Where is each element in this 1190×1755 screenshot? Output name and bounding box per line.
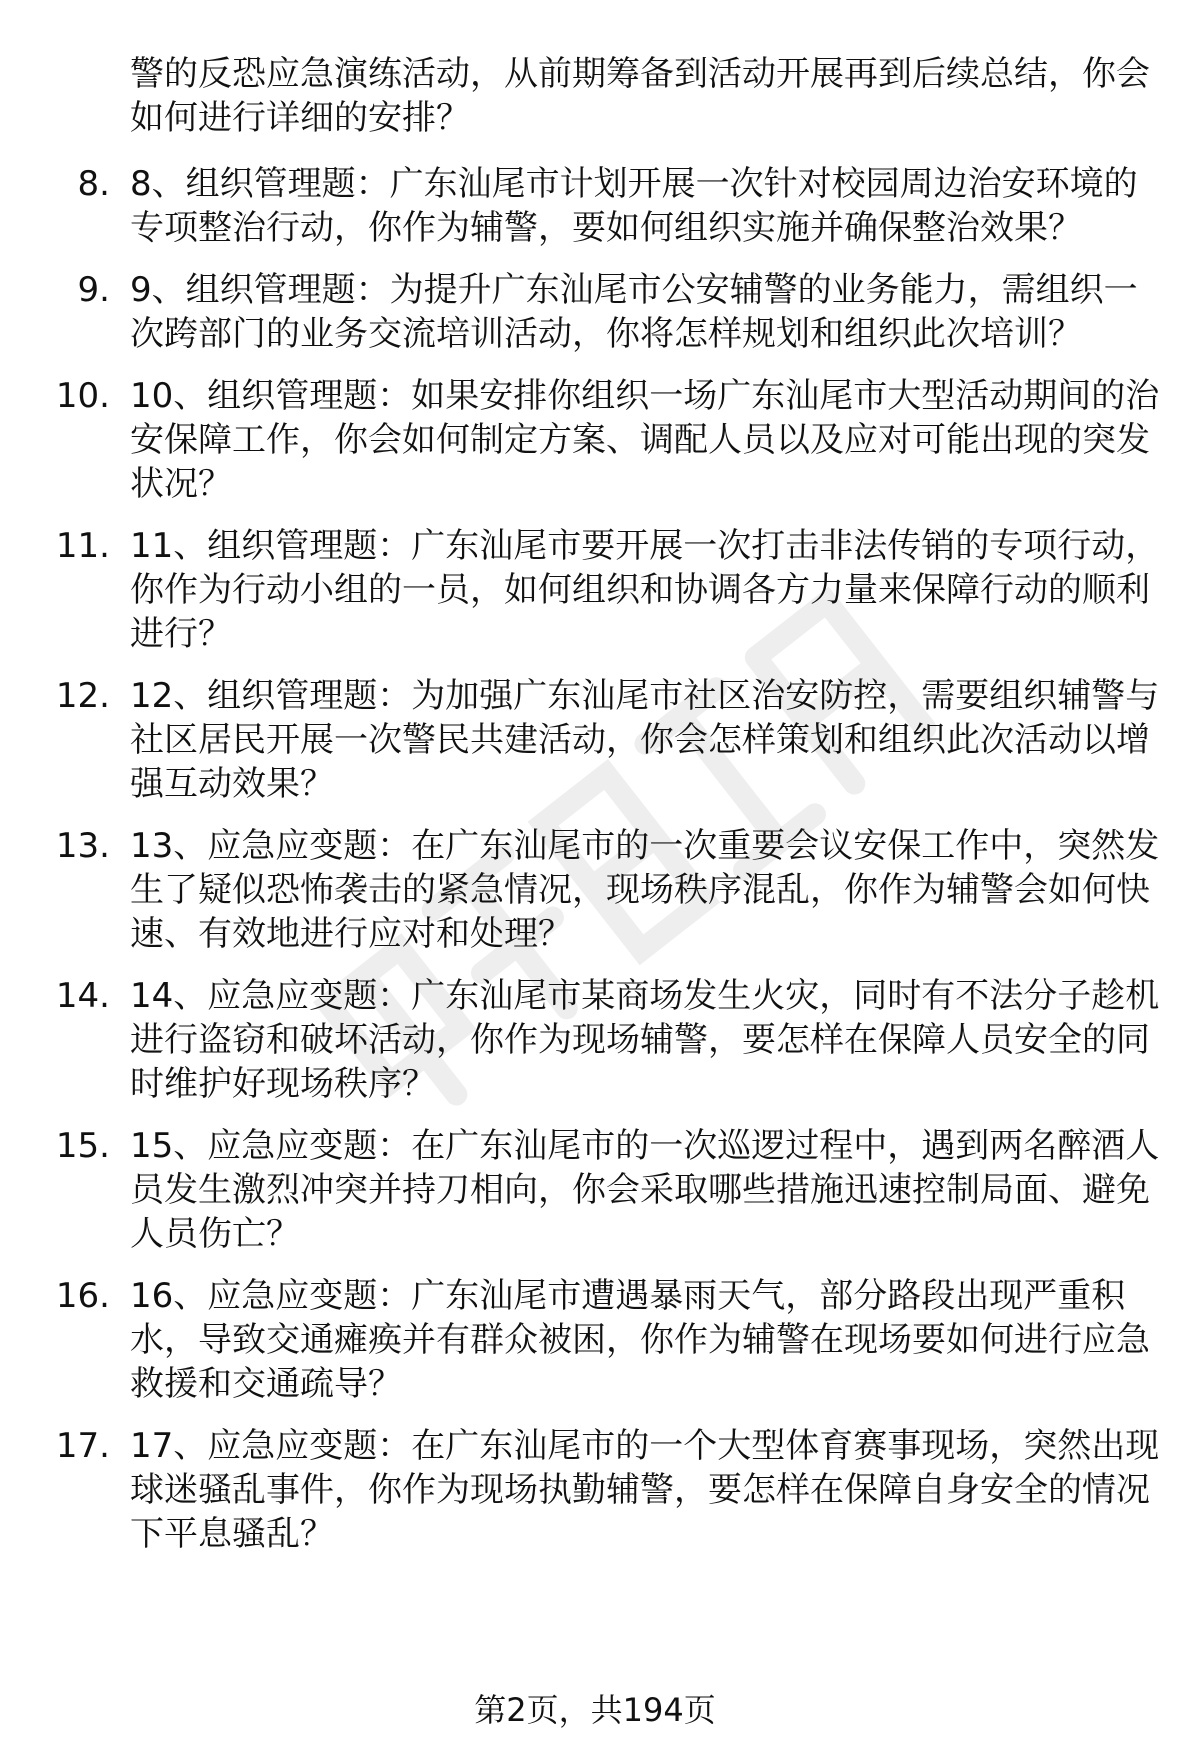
list-item-text: 8、组织管理题：广东汕尾市计划开展一次针对校园周边治安环境的专项整治行动，你作为辅警，要如何组织实施并确保整治效果？ <box>130 164 1138 248</box>
list-item-text: 14、应急应变题：广东汕尾市某商场发生火灾，同时有不法分子趁机进行盗窃和破坏活动，你作为现场辅警，要怎样在保障人员安全的同时维护好现场秩序？ <box>130 976 1160 1104</box>
list-item <box>0 1274 1160 1406</box>
list-item-text: 11、组织管理题：广东汕尾市要开展一次打击非法传销的专项行动，你作为行动小组的一员，如何组织和协调各方力量来保障行动的顺利进行？ <box>130 526 1160 654</box>
list-item-number: 14. <box>55 976 110 1016</box>
list-item-text: 17、应急应变题：在广东汕尾市的一个大型体育赛事现场，突然出现球迷骚乱事件，你作为现场执勤辅警，要怎样在保障自身安全的情况下平息骚乱？ <box>130 1426 1160 1554</box>
list-item-number: 15. <box>55 1126 110 1166</box>
list-item <box>0 524 1160 656</box>
list-item <box>0 974 1160 1106</box>
list-item-number: 17. <box>55 1426 110 1466</box>
list-item-number: 9. <box>77 270 110 310</box>
list-item <box>0 674 1160 806</box>
list-item-text: 16、应急应变题：广东汕尾市遭遇暴雨天气，部分路段出现严重积水，导致交通瘫痪并有群众被困，你作为辅警在现场要如何进行应急救援和交通疏导？ <box>130 1276 1150 1404</box>
list-item-text: 12、组织管理题：为加强广东汕尾市社区治安防控，需要组织辅警与社区居民开展一次警民共建活动，你会怎样策划和组织此次活动以增强互动效果？ <box>130 676 1160 804</box>
list-item <box>0 1424 1160 1556</box>
list-item-number: 10. <box>55 376 110 416</box>
question-list <box>0 162 1190 1574</box>
continued-question-text: 警的反恐应急演练活动，从前期筹备到活动开展再到后续总结，你会如何进行详细的安排？ <box>130 54 1150 138</box>
list-item-text: 10、组织管理题：如果安排你组织一场广东汕尾市大型活动期间的治安保障工作，你会如何制定方案、调配人员以及应对可能出现的突发状况？ <box>130 376 1160 504</box>
list-item-text: 13、应急应变题：在广东汕尾市的一次重要会议安保工作中，突然发生了疑似恐怖袭击的紧急情况，现场秩序混乱，你作为辅警会如何快速、有效地进行应对和处理？ <box>130 826 1160 954</box>
list-item-text: 9、组织管理题：为提升广东汕尾市公安辅警的业务能力，需组织一次跨部门的业务交流培训活动，你将怎样规划和组织此次培训？ <box>130 270 1138 354</box>
list-item-number: 16. <box>55 1276 110 1316</box>
list-item-number: 12. <box>55 676 110 716</box>
page-footer: 第2页，共194页 <box>474 1691 716 1729</box>
list-item-number: 8. <box>77 164 110 204</box>
list-item-number: 11. <box>55 526 110 566</box>
list-item <box>0 374 1160 506</box>
list-item <box>0 162 1160 250</box>
list-item <box>0 1124 1160 1256</box>
list-item-text: 15、应急应变题：在广东汕尾市的一次巡逻过程中，遇到两名醉酒人员发生激烈冲突并持刀相向，你会采取哪些措施迅速控制局面、避免人员伤亡？ <box>130 1126 1160 1254</box>
list-item <box>0 824 1160 956</box>
list-item-number: 13. <box>55 826 110 866</box>
list-item <box>0 268 1160 356</box>
